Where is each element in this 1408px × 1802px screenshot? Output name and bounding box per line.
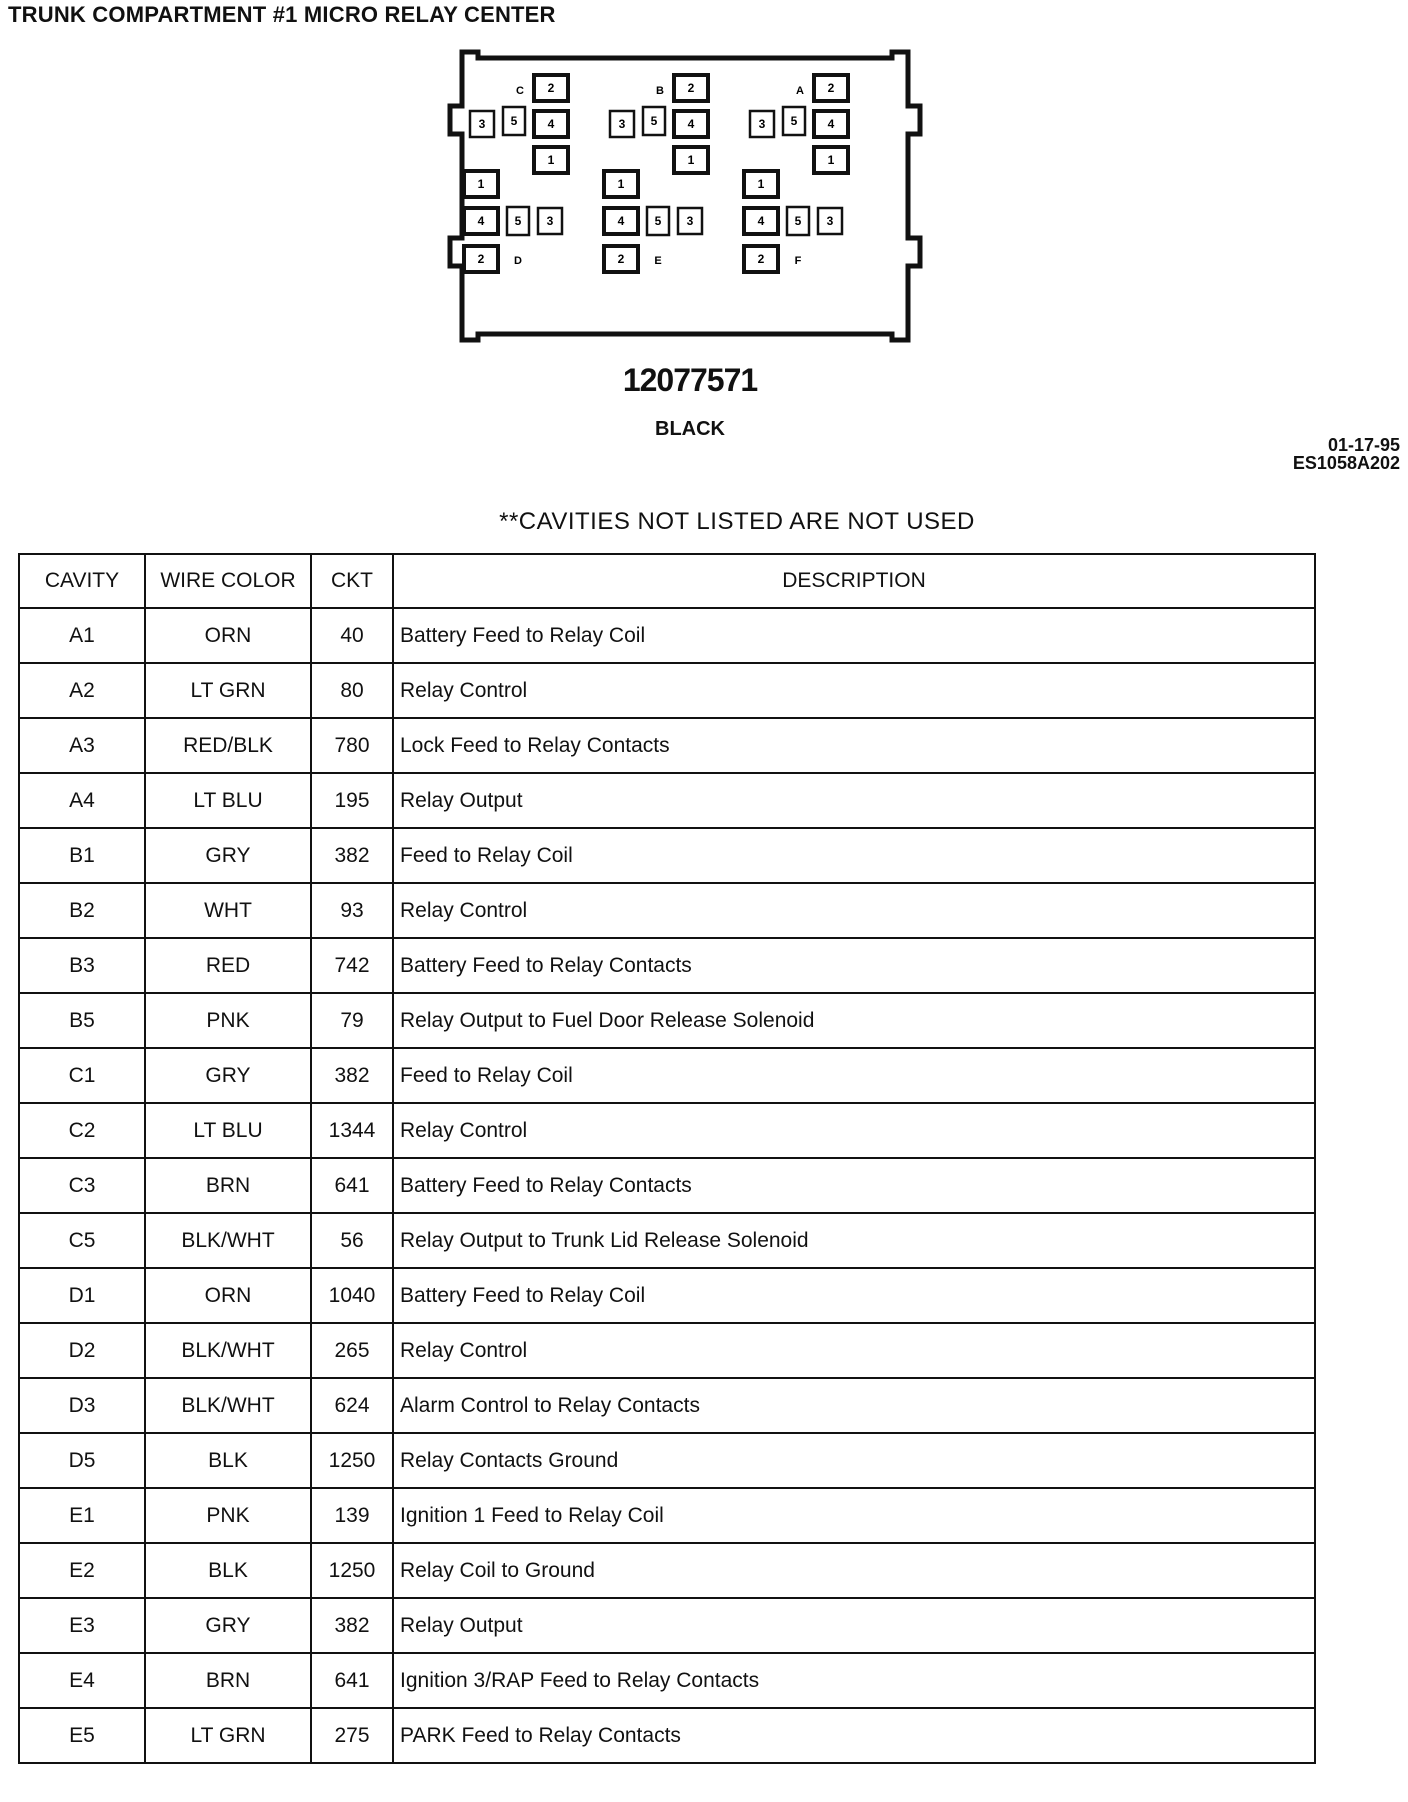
wire-color-cell-text: WHT bbox=[204, 898, 252, 922]
wire-color-cell bbox=[145, 1268, 311, 1323]
cavity-4 bbox=[534, 111, 568, 137]
relay-letter: B bbox=[656, 85, 664, 97]
ckt-cell bbox=[311, 608, 393, 663]
column-header-description: DESCRIPTION bbox=[393, 554, 1315, 608]
cavity-cell-text: D5 bbox=[68, 1448, 96, 1472]
cavity-1-label: 1 bbox=[617, 177, 625, 191]
description-cell-text: Alarm Control to Relay Contacts bbox=[400, 1393, 700, 1417]
cavity-5 bbox=[507, 207, 529, 235]
description-cell bbox=[393, 1653, 1315, 1708]
cavity-5 bbox=[503, 107, 525, 135]
cavity-cell-text: B1 bbox=[69, 843, 95, 867]
description-cell-text: Battery Feed to Relay Coil bbox=[400, 1283, 646, 1307]
cavity-4-label: 4 bbox=[757, 214, 765, 228]
wire-color-cell bbox=[145, 1653, 311, 1708]
cavity-1 bbox=[604, 171, 638, 197]
cavity-2-label: 2 bbox=[757, 252, 765, 266]
description-cell-text: Relay Control bbox=[400, 1338, 528, 1362]
wire-color-cell bbox=[145, 993, 311, 1048]
cavity-cell-text: E3 bbox=[69, 1613, 95, 1637]
description-cell bbox=[393, 1158, 1315, 1213]
description-cell bbox=[393, 1543, 1315, 1598]
description-cell-text: Relay Coil to Ground bbox=[400, 1558, 595, 1582]
cavity-4 bbox=[464, 208, 498, 234]
table-row bbox=[19, 1268, 1315, 1323]
description-cell bbox=[393, 1488, 1315, 1543]
description-cell bbox=[393, 828, 1315, 883]
description-cell bbox=[393, 1103, 1315, 1158]
description-cell-text: Relay Output to Fuel Door Release Solenoid bbox=[400, 1008, 815, 1032]
wire-color-cell bbox=[145, 1323, 311, 1378]
table-row bbox=[19, 828, 1315, 883]
description-cell-text: Relay Output bbox=[400, 788, 523, 812]
cavity-2-label: 2 bbox=[617, 252, 625, 266]
relay-letter: F bbox=[794, 255, 802, 267]
cavity-5 bbox=[647, 207, 669, 235]
description-cell-text: Ignition 3/RAP Feed to Relay Contacts bbox=[400, 1668, 760, 1692]
cavity-cell bbox=[19, 1378, 145, 1433]
description-cell-text: Relay Control bbox=[400, 898, 528, 922]
ckt-cell bbox=[311, 1543, 393, 1598]
cavity-1-label: 1 bbox=[547, 153, 555, 167]
description-cell bbox=[393, 1598, 1315, 1653]
ckt-cell-text: 641 bbox=[334, 1173, 370, 1197]
description-cell-text: Relay Output to Trunk Lid Release Solenoid bbox=[400, 1228, 809, 1252]
wire-color-cell bbox=[145, 1048, 311, 1103]
cavity-cell-text: A3 bbox=[69, 733, 95, 757]
cavity-cell-text: D3 bbox=[68, 1393, 96, 1417]
wire-color-cell-text: GRY bbox=[205, 1613, 251, 1637]
cavity-5 bbox=[787, 207, 809, 235]
ckt-cell-text: 1250 bbox=[328, 1448, 376, 1472]
cavity-cell bbox=[19, 938, 145, 993]
ckt-cell-text: 195 bbox=[334, 788, 370, 812]
reference-id: ES1058A202 bbox=[1292, 453, 1400, 473]
cavity-3 bbox=[750, 111, 774, 137]
description-cell bbox=[393, 1378, 1315, 1433]
ckt-cell bbox=[311, 718, 393, 773]
ckt-cell bbox=[311, 1488, 393, 1543]
table-row bbox=[19, 718, 1315, 773]
wire-color-cell-text: RED/BLK bbox=[183, 733, 273, 757]
ckt-cell-text: 139 bbox=[334, 1503, 370, 1527]
cavity-cell-text: C2 bbox=[68, 1118, 96, 1142]
cavity-cell bbox=[19, 1488, 145, 1543]
table-row bbox=[19, 608, 1315, 663]
description-cell bbox=[393, 608, 1315, 663]
cavity-4-label: 4 bbox=[687, 117, 695, 131]
description-cell bbox=[393, 1708, 1315, 1763]
cavity-3 bbox=[610, 111, 634, 137]
wire-color-cell bbox=[145, 718, 311, 773]
cavity-1-label: 1 bbox=[477, 177, 485, 191]
description-cell-text: Relay Control bbox=[400, 1118, 528, 1142]
cavity-3 bbox=[538, 208, 562, 234]
cavity-cell bbox=[19, 773, 145, 828]
connector-diagram bbox=[440, 38, 960, 358]
ckt-cell bbox=[311, 1048, 393, 1103]
ckt-cell-text: 382 bbox=[334, 1063, 370, 1087]
wire-color-cell bbox=[145, 828, 311, 883]
wire-color-cell-text: BRN bbox=[205, 1173, 251, 1197]
cavity-cell-text: A1 bbox=[69, 623, 95, 647]
cavity-4 bbox=[744, 208, 778, 234]
cavity-3-label: 3 bbox=[826, 214, 834, 228]
cavity-4 bbox=[674, 111, 708, 137]
cavity-cell bbox=[19, 1268, 145, 1323]
cavity-3 bbox=[470, 111, 494, 137]
description-cell-text: Battery Feed to Relay Coil bbox=[400, 623, 646, 647]
cavity-4-label: 4 bbox=[547, 117, 555, 131]
cavity-3 bbox=[818, 208, 842, 234]
ckt-cell bbox=[311, 1598, 393, 1653]
ckt-cell-text: 275 bbox=[334, 1723, 370, 1747]
ckt-cell-text: 1344 bbox=[328, 1118, 376, 1142]
cavity-cell-text: C5 bbox=[68, 1228, 96, 1252]
cavity-3-label: 3 bbox=[686, 214, 694, 228]
wire-color-cell bbox=[145, 1488, 311, 1543]
cavity-5-label: 5 bbox=[794, 214, 802, 228]
cavity-1 bbox=[744, 171, 778, 197]
wire-color-cell bbox=[145, 1598, 311, 1653]
cavity-2-label: 2 bbox=[477, 252, 485, 266]
pinout-table bbox=[18, 553, 1316, 1764]
cavity-cell bbox=[19, 883, 145, 938]
cavity-3-label: 3 bbox=[546, 214, 554, 228]
cavity-cell-text: E5 bbox=[69, 1723, 95, 1747]
description-cell-text: Feed to Relay Coil bbox=[400, 1063, 573, 1087]
cavity-1 bbox=[674, 147, 708, 173]
wire-color-cell-text: BLK/WHT bbox=[181, 1393, 275, 1417]
wire-color-cell bbox=[145, 1378, 311, 1433]
ckt-cell bbox=[311, 1323, 393, 1378]
cavity-cell bbox=[19, 1213, 145, 1268]
column-header-wire-color: WIRE COLOR bbox=[145, 554, 311, 608]
unused-cavities-note: **CAVITIES NOT LISTED ARE NOT USED bbox=[499, 508, 975, 535]
ckt-cell bbox=[311, 1103, 393, 1158]
description-cell-text: Battery Feed to Relay Contacts bbox=[400, 1173, 692, 1197]
ckt-cell bbox=[311, 773, 393, 828]
table-row bbox=[19, 1488, 1315, 1543]
wire-color-cell-text: LT GRN bbox=[190, 1723, 266, 1747]
cavity-cell-text: C1 bbox=[68, 1063, 96, 1087]
cavity-cell bbox=[19, 608, 145, 663]
cavity-2 bbox=[464, 246, 498, 272]
ckt-cell-text: 742 bbox=[334, 953, 370, 977]
cavity-4-label: 4 bbox=[477, 214, 485, 228]
reference-code bbox=[1293, 436, 1400, 472]
description-cell-text: Relay Contacts Ground bbox=[400, 1448, 619, 1472]
cavity-cell bbox=[19, 1543, 145, 1598]
cavity-cell-text: B5 bbox=[69, 1008, 95, 1032]
wire-color-cell bbox=[145, 663, 311, 718]
cavity-cell bbox=[19, 1323, 145, 1378]
ckt-cell bbox=[311, 1708, 393, 1763]
cavity-cell bbox=[19, 1653, 145, 1708]
part-number: 12077571 bbox=[622, 362, 758, 398]
description-cell-text: Feed to Relay Coil bbox=[400, 843, 573, 867]
cavity-2-label: 2 bbox=[547, 81, 555, 95]
ckt-cell-text: 93 bbox=[340, 898, 364, 922]
table-row bbox=[19, 663, 1315, 718]
cavity-2 bbox=[674, 75, 708, 101]
cavity-cell bbox=[19, 993, 145, 1048]
column-header-ckt: CKT bbox=[311, 554, 393, 608]
ckt-cell-text: 40 bbox=[340, 623, 364, 647]
table-body bbox=[19, 608, 1315, 1763]
cavity-5-label: 5 bbox=[790, 114, 798, 128]
description-cell-text: Relay Output bbox=[400, 1613, 523, 1637]
cavity-cell-text: B2 bbox=[69, 898, 95, 922]
description-cell bbox=[393, 1213, 1315, 1268]
cavity-2 bbox=[814, 75, 848, 101]
table-row bbox=[19, 1543, 1315, 1598]
description-cell-text: Relay Control bbox=[400, 678, 528, 702]
wire-color-cell-text: LT GRN bbox=[190, 678, 266, 702]
wire-color-cell-text: BLK bbox=[208, 1448, 248, 1472]
cavity-3-label: 3 bbox=[478, 117, 486, 131]
ckt-cell-text: 265 bbox=[334, 1338, 370, 1362]
cavity-5-label: 5 bbox=[654, 214, 662, 228]
description-cell bbox=[393, 883, 1315, 938]
wire-color-cell-text: PNK bbox=[206, 1008, 250, 1032]
description-cell-text: Lock Feed to Relay Contacts bbox=[400, 733, 670, 757]
table-header-row bbox=[19, 554, 1315, 608]
ckt-cell-text: 641 bbox=[334, 1668, 370, 1692]
table-row bbox=[19, 1323, 1315, 1378]
cavity-5-label: 5 bbox=[514, 214, 522, 228]
relay-letter: E bbox=[654, 255, 662, 267]
ckt-cell bbox=[311, 1158, 393, 1213]
wire-color-cell-text: BLK/WHT bbox=[181, 1338, 275, 1362]
cavity-layer bbox=[464, 75, 848, 272]
table-row bbox=[19, 773, 1315, 828]
cavity-cell bbox=[19, 1708, 145, 1763]
cavity-cell bbox=[19, 1598, 145, 1653]
table-row bbox=[19, 1378, 1315, 1433]
wire-color-cell bbox=[145, 1213, 311, 1268]
column-header-cavity: CAVITY bbox=[19, 554, 145, 608]
relay-letter: A bbox=[796, 85, 804, 97]
description-cell bbox=[393, 1268, 1315, 1323]
ckt-cell-text: 80 bbox=[340, 678, 364, 702]
description-cell bbox=[393, 1048, 1315, 1103]
cavity-4-label: 4 bbox=[827, 117, 835, 131]
ckt-cell bbox=[311, 938, 393, 993]
cavity-5-label: 5 bbox=[510, 114, 518, 128]
wire-color-cell-text: LT BLU bbox=[193, 788, 263, 812]
cavity-cell-text: E4 bbox=[69, 1668, 95, 1692]
reference-date: 01-17-95 bbox=[1327, 435, 1400, 455]
table-row bbox=[19, 1598, 1315, 1653]
cavity-1-label: 1 bbox=[687, 153, 695, 167]
cavity-2-label: 2 bbox=[827, 81, 835, 95]
wire-color-cell-text: GRY bbox=[205, 1063, 251, 1087]
wire-color-cell-text: PNK bbox=[206, 1503, 250, 1527]
ckt-cell bbox=[311, 828, 393, 883]
cavity-4 bbox=[604, 208, 638, 234]
wire-color-cell bbox=[145, 883, 311, 938]
cavity-3-label: 3 bbox=[758, 117, 766, 131]
ckt-cell bbox=[311, 1378, 393, 1433]
cavity-2 bbox=[744, 246, 778, 272]
wire-color-cell bbox=[145, 773, 311, 828]
cavity-5 bbox=[643, 107, 665, 135]
wire-color-cell bbox=[145, 1543, 311, 1598]
cavity-cell bbox=[19, 1158, 145, 1213]
cavity-2-label: 2 bbox=[687, 81, 695, 95]
table-row bbox=[19, 883, 1315, 938]
table-row bbox=[19, 1653, 1315, 1708]
wire-color-cell bbox=[145, 1708, 311, 1763]
wire-color-cell-text: LT BLU bbox=[193, 1118, 263, 1142]
ckt-cell-text: 780 bbox=[334, 733, 370, 757]
cavity-cell bbox=[19, 1103, 145, 1158]
description-cell-text: Battery Feed to Relay Contacts bbox=[400, 953, 692, 977]
ckt-cell-text: 624 bbox=[334, 1393, 370, 1417]
cavity-cell-text: A2 bbox=[69, 678, 95, 702]
description-cell bbox=[393, 993, 1315, 1048]
ckt-cell-text: 1250 bbox=[328, 1558, 376, 1582]
ckt-cell-text: 79 bbox=[340, 1008, 364, 1032]
wire-color-cell-text: BRN bbox=[205, 1668, 251, 1692]
cavity-cell-text: D1 bbox=[68, 1283, 96, 1307]
table-row bbox=[19, 1103, 1315, 1158]
ckt-cell bbox=[311, 1213, 393, 1268]
cavity-3 bbox=[678, 208, 702, 234]
wire-color-cell bbox=[145, 1103, 311, 1158]
cavity-2 bbox=[604, 246, 638, 272]
cavity-cell-text: A4 bbox=[69, 788, 95, 812]
wire-color-cell-text: ORN bbox=[204, 623, 252, 647]
ckt-cell bbox=[311, 993, 393, 1048]
wire-color-cell-text: BLK/WHT bbox=[181, 1228, 275, 1252]
cavity-cell-text: E1 bbox=[69, 1503, 95, 1527]
ckt-cell bbox=[311, 1653, 393, 1708]
wire-color-cell bbox=[145, 1158, 311, 1213]
table-row bbox=[19, 1213, 1315, 1268]
page-title: TRUNK COMPARTMENT #1 MICRO RELAY CENTER bbox=[8, 2, 556, 27]
cavity-cell bbox=[19, 1433, 145, 1488]
description-cell bbox=[393, 663, 1315, 718]
cavity-cell-text: E2 bbox=[69, 1558, 95, 1582]
cavity-cell bbox=[19, 828, 145, 883]
wire-color-cell-text: GRY bbox=[205, 843, 251, 867]
table-row bbox=[19, 1708, 1315, 1763]
wire-color-cell bbox=[145, 608, 311, 663]
cavity-1-label: 1 bbox=[827, 153, 835, 167]
cavity-cell-text: B3 bbox=[69, 953, 95, 977]
ckt-cell-text: 1040 bbox=[328, 1283, 376, 1307]
table-row bbox=[19, 938, 1315, 993]
cavity-4 bbox=[814, 111, 848, 137]
cavity-5-label: 5 bbox=[650, 114, 658, 128]
ckt-cell bbox=[311, 663, 393, 718]
wire-color-cell-text: ORN bbox=[204, 1283, 252, 1307]
cavity-cell bbox=[19, 1048, 145, 1103]
cavity-cell-text: C3 bbox=[68, 1173, 96, 1197]
table-row bbox=[19, 993, 1315, 1048]
cavity-2 bbox=[534, 75, 568, 101]
ckt-cell-text: 382 bbox=[334, 843, 370, 867]
wire-color-cell bbox=[145, 1433, 311, 1488]
relay-letter: D bbox=[514, 255, 522, 267]
wire-color-cell bbox=[145, 938, 311, 993]
cavity-3-label: 3 bbox=[618, 117, 626, 131]
ckt-cell-text: 56 bbox=[340, 1228, 364, 1252]
connector-color: BLACK bbox=[655, 418, 725, 440]
cavity-cell bbox=[19, 718, 145, 773]
ckt-cell-text: 382 bbox=[334, 1613, 370, 1637]
relay-letter: C bbox=[516, 85, 524, 97]
description-cell-text: PARK Feed to Relay Contacts bbox=[400, 1723, 681, 1747]
ckt-cell bbox=[311, 883, 393, 938]
cavity-cell bbox=[19, 663, 145, 718]
description-cell-text: Ignition 1 Feed to Relay Coil bbox=[400, 1503, 664, 1527]
cavity-cell-text: D2 bbox=[68, 1338, 96, 1362]
cavity-1-label: 1 bbox=[757, 177, 765, 191]
cavity-1 bbox=[534, 147, 568, 173]
description-cell bbox=[393, 1323, 1315, 1378]
wire-color-cell-text: BLK bbox=[208, 1558, 248, 1582]
description-cell bbox=[393, 938, 1315, 993]
cavity-1 bbox=[814, 147, 848, 173]
ckt-cell bbox=[311, 1268, 393, 1323]
cavity-1 bbox=[464, 171, 498, 197]
description-cell bbox=[393, 773, 1315, 828]
wire-color-cell-text: RED bbox=[205, 953, 251, 977]
cavity-5 bbox=[783, 107, 805, 135]
cavity-4-label: 4 bbox=[617, 214, 625, 228]
ckt-cell bbox=[311, 1433, 393, 1488]
description-cell bbox=[393, 1433, 1315, 1488]
description-cell bbox=[393, 718, 1315, 773]
table-row bbox=[19, 1433, 1315, 1488]
table-row bbox=[19, 1158, 1315, 1213]
table-row bbox=[19, 1048, 1315, 1103]
